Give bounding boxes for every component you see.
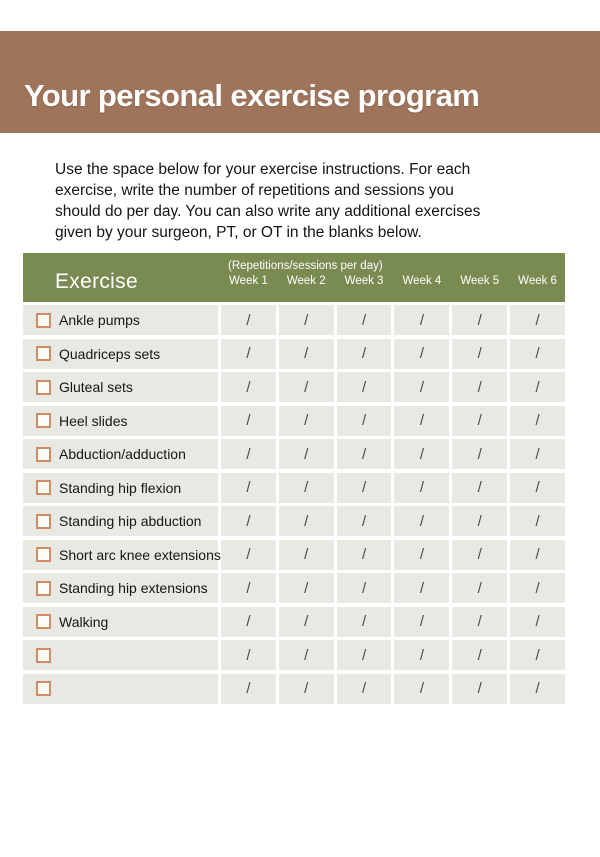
exercise-checkbox[interactable] xyxy=(36,447,51,462)
rep-session-cell[interactable]: / xyxy=(221,473,276,503)
rep-session-cell[interactable]: / xyxy=(337,607,392,637)
rep-session-cell[interactable]: / xyxy=(337,372,392,402)
table-row xyxy=(23,540,565,570)
rep-session-cell[interactable]: / xyxy=(394,640,449,670)
rep-session-cell[interactable]: / xyxy=(510,439,565,469)
exercise-label: Heel slides xyxy=(59,412,128,429)
intro-text xyxy=(55,159,525,243)
exercise-checkbox[interactable] xyxy=(36,681,51,696)
exercise-label: Ankle pumps xyxy=(59,312,140,328)
rep-session-cell[interactable]: / xyxy=(394,305,449,335)
week-header: Week 2 xyxy=(286,275,326,287)
rep-session-cell[interactable]: / xyxy=(279,540,334,570)
table-row xyxy=(23,607,565,637)
exercise-checkbox[interactable] xyxy=(36,581,51,596)
rep-session-cell[interactable]: / xyxy=(452,506,507,536)
week-headers-area xyxy=(221,253,565,302)
rep-session-cell[interactable]: / xyxy=(279,573,334,603)
page-title: Your personal exercise program xyxy=(24,78,480,113)
rep-session-cell[interactable]: / xyxy=(279,506,334,536)
exercise-label: Short arc knee extensions xyxy=(59,546,221,563)
table-row xyxy=(23,305,565,335)
rep-session-cell[interactable]: / xyxy=(510,339,565,369)
exercise-checkbox[interactable] xyxy=(36,648,51,663)
rep-session-cell[interactable]: / xyxy=(221,573,276,603)
rep-session-cell[interactable]: / xyxy=(221,372,276,402)
rep-session-cell[interactable]: / xyxy=(452,473,507,503)
intro-line: Use the space below for your exercise instructions. For each xyxy=(55,161,471,178)
exercise-checkbox[interactable] xyxy=(36,547,51,562)
rep-session-cell[interactable]: / xyxy=(394,339,449,369)
week-header: Week 5 xyxy=(460,275,500,287)
table-row xyxy=(23,473,565,503)
exercise-checkbox[interactable] xyxy=(36,313,51,328)
exercise-label: Walking xyxy=(59,613,109,630)
rep-session-cell[interactable]: / xyxy=(279,439,334,469)
rep-session-cell[interactable]: / xyxy=(279,339,334,369)
rep-session-cell[interactable]: / xyxy=(221,540,276,570)
rep-session-cell[interactable]: / xyxy=(279,406,334,436)
rep-session-cell[interactable]: / xyxy=(221,506,276,536)
week-header: Week 6 xyxy=(518,275,557,287)
table-row xyxy=(23,439,565,469)
repetitions-subtitle: (Repetitions/sessions per day) xyxy=(228,260,383,272)
exercise-name-cell xyxy=(23,406,218,436)
exercise-checkbox[interactable] xyxy=(36,413,51,428)
week-header: Week 1 xyxy=(229,275,268,287)
exercise-name-cell xyxy=(23,607,218,637)
rep-session-cell[interactable]: / xyxy=(279,305,334,335)
exercise-checkbox[interactable] xyxy=(36,614,51,629)
table-row xyxy=(23,339,565,369)
intro-line: exercise, write the number of repetitions and sessions you xyxy=(55,182,454,199)
exercise-table xyxy=(23,253,565,704)
exercise-name-cell xyxy=(23,372,218,402)
exercise-checkbox[interactable] xyxy=(36,514,51,529)
exercise-name-cell xyxy=(23,439,218,469)
rep-session-cell[interactable]: / xyxy=(221,339,276,369)
rep-session-cell[interactable]: / xyxy=(510,640,565,670)
rep-session-cell[interactable]: / xyxy=(337,674,392,704)
rep-session-cell[interactable]: / xyxy=(510,372,565,402)
exercise-label: Standing hip abduction xyxy=(59,513,202,529)
rep-session-cell[interactable]: / xyxy=(452,439,507,469)
rep-session-cell[interactable]: / xyxy=(221,406,276,436)
exercise-table-body xyxy=(23,305,565,704)
rep-session-cell[interactable]: / xyxy=(394,607,449,637)
rep-session-cell[interactable]: / xyxy=(452,339,507,369)
exercise-name-cell xyxy=(23,473,218,503)
exercise-label: Standing hip extensions xyxy=(59,580,208,596)
rep-session-cell[interactable]: / xyxy=(510,573,565,603)
exercise-column-header: Exercise xyxy=(55,270,138,293)
rep-session-cell[interactable]: / xyxy=(221,674,276,704)
rep-session-cell[interactable]: / xyxy=(510,506,565,536)
table-row xyxy=(23,406,565,436)
rep-session-cell[interactable]: / xyxy=(221,607,276,637)
rep-session-cell[interactable]: / xyxy=(337,339,392,369)
rep-session-cell[interactable]: / xyxy=(279,473,334,503)
week-header-row xyxy=(221,275,565,287)
rep-session-cell[interactable]: / xyxy=(394,406,449,436)
rep-session-cell[interactable]: / xyxy=(337,540,392,570)
exercise-name-cell xyxy=(23,305,218,335)
table-row xyxy=(23,506,565,536)
exercise-label: Abduction/adduction xyxy=(59,446,186,462)
rep-session-cell[interactable]: / xyxy=(394,674,449,704)
rep-session-cell[interactable]: / xyxy=(510,607,565,637)
exercise-name-cell xyxy=(23,573,218,603)
rep-session-cell[interactable]: / xyxy=(337,305,392,335)
rep-session-cell[interactable]: / xyxy=(279,372,334,402)
exercise-checkbox[interactable] xyxy=(36,346,51,361)
rep-session-cell[interactable]: / xyxy=(510,674,565,704)
rep-session-cell[interactable]: / xyxy=(452,305,507,335)
table-row xyxy=(23,674,565,704)
rep-session-cell[interactable]: / xyxy=(510,305,565,335)
exercise-checkbox[interactable] xyxy=(36,480,51,495)
rep-session-cell[interactable]: / xyxy=(221,305,276,335)
rep-session-cell[interactable]: / xyxy=(394,439,449,469)
rep-session-cell[interactable]: / xyxy=(452,540,507,570)
rep-session-cell[interactable]: / xyxy=(279,640,334,670)
rep-session-cell[interactable]: / xyxy=(394,372,449,402)
rep-session-cell[interactable]: / xyxy=(394,473,449,503)
rep-session-cell[interactable]: / xyxy=(510,540,565,570)
week-header: Week 4 xyxy=(402,275,442,287)
rep-session-cell[interactable]: / xyxy=(337,406,392,436)
rep-session-cell[interactable]: / xyxy=(394,540,449,570)
rep-session-cell[interactable]: / xyxy=(337,640,392,670)
week-header: Week 3 xyxy=(344,275,384,287)
table-row xyxy=(23,640,565,670)
exercise-name-cell xyxy=(23,640,218,670)
rep-session-cell[interactable]: / xyxy=(337,506,392,536)
rep-session-cell[interactable]: / xyxy=(221,439,276,469)
exercise-name-cell xyxy=(23,674,218,704)
rep-session-cell[interactable]: / xyxy=(452,674,507,704)
rep-session-cell[interactable]: / xyxy=(221,640,276,670)
exercise-checkbox[interactable] xyxy=(36,380,51,395)
rep-session-cell[interactable]: / xyxy=(452,406,507,436)
table-row xyxy=(23,573,565,603)
rep-session-cell[interactable]: / xyxy=(337,439,392,469)
exercise-name-cell xyxy=(23,506,218,536)
rep-session-cell[interactable]: / xyxy=(394,506,449,536)
table-header xyxy=(23,253,565,302)
rep-session-cell[interactable]: / xyxy=(452,372,507,402)
exercise-label: Standing hip flexion xyxy=(59,479,182,496)
rep-session-cell[interactable]: / xyxy=(337,573,392,603)
rep-session-cell[interactable]: / xyxy=(452,607,507,637)
rep-session-cell[interactable]: / xyxy=(337,473,392,503)
exercise-label: Gluteal sets xyxy=(59,379,133,395)
intro-line: should do per day. You can also write any additional exercises xyxy=(55,203,481,220)
rep-session-cell[interactable]: / xyxy=(394,573,449,603)
rep-session-cell[interactable]: / xyxy=(452,573,507,603)
table-row xyxy=(23,372,565,402)
intro-line: given by your surgeon, PT, or OT in the blanks below. xyxy=(55,224,422,241)
exercise-name-cell xyxy=(23,339,218,369)
rep-session-cell[interactable]: / xyxy=(510,406,565,436)
exercise-name-cell xyxy=(23,540,221,570)
title-banner xyxy=(0,31,600,133)
exercise-label: Quadriceps sets xyxy=(59,345,161,362)
rep-session-cell[interactable]: / xyxy=(510,473,565,503)
rep-session-cell[interactable]: / xyxy=(452,640,507,670)
rep-session-cell[interactable]: / xyxy=(279,674,334,704)
rep-session-cell[interactable]: / xyxy=(279,607,334,637)
